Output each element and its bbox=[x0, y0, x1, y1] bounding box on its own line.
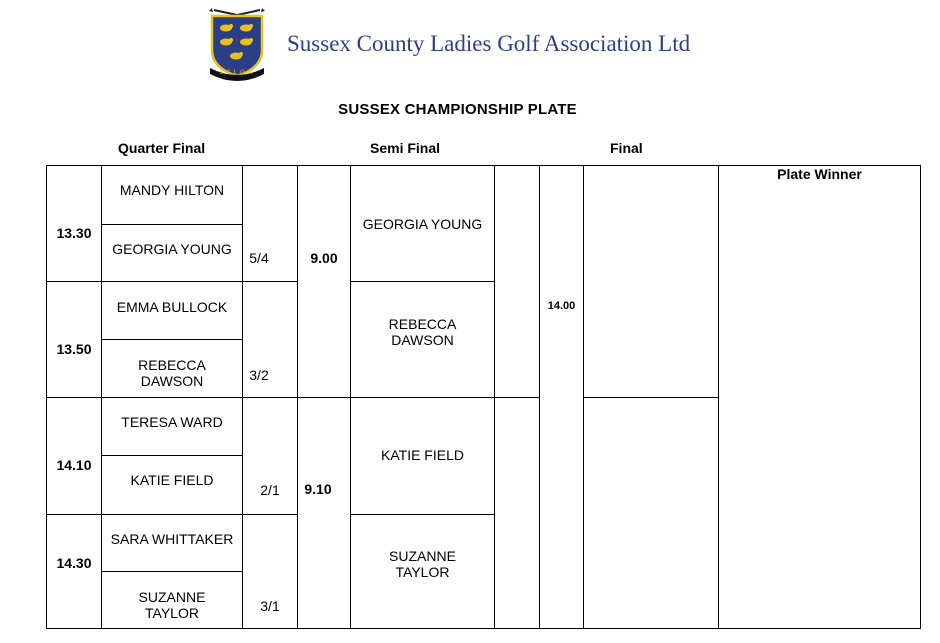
qf-player-name: MANDY HILTON bbox=[119, 182, 225, 198]
qf-player-name: SARA WHITTAKER bbox=[110, 531, 234, 547]
crest-banner-text: SCLGA bbox=[219, 70, 255, 76]
qf-score: 3/1 bbox=[260, 598, 280, 614]
qf-score: 5/4 bbox=[249, 250, 269, 266]
final-heading: Final bbox=[610, 140, 643, 156]
sf-time: 9.00 bbox=[310, 250, 338, 266]
sf-time-cell bbox=[297, 165, 351, 398]
qf-time: 14.30 bbox=[56, 555, 92, 571]
sf-player-name: REBECCA DAWSON bbox=[388, 316, 457, 348]
sf-player-name: GEORGIA YOUNG bbox=[362, 216, 483, 232]
qf-player-name: GEORGIA YOUNG bbox=[112, 241, 232, 257]
qf-time: 14.10 bbox=[56, 456, 92, 473]
quarter-final-heading: Quarter Final bbox=[118, 140, 206, 156]
final-time-cell bbox=[539, 165, 584, 629]
qf-player-name: REBECCA DAWSON bbox=[138, 357, 206, 389]
plate-winner-heading: Plate Winner bbox=[777, 166, 862, 182]
semi-final-heading: Semi Final bbox=[370, 140, 441, 156]
qf-player-name: SUZANNE TAYLOR bbox=[138, 589, 206, 621]
qf-score: 2/1 bbox=[260, 482, 280, 498]
sf-score-cell bbox=[494, 165, 540, 398]
qf-player-name: TERESA WARD bbox=[121, 414, 223, 430]
qf-player-name: EMMA BULLOCK bbox=[116, 299, 228, 315]
sf-player-name: KATIE FIELD bbox=[381, 447, 464, 463]
sclga-crest-logo bbox=[206, 6, 268, 82]
final-player-cell bbox=[583, 397, 719, 629]
qf-score: 3/2 bbox=[249, 367, 269, 383]
qf-player-name: KATIE FIELD bbox=[130, 472, 214, 488]
qf-time: 13.30 bbox=[56, 224, 92, 241]
qf-time: 13.50 bbox=[56, 340, 92, 357]
document-title: SUSSEX CHAMPIONSHIP PLATE bbox=[338, 101, 577, 118]
sf-score-cell bbox=[494, 397, 540, 629]
sf-time: 9.10 bbox=[304, 481, 332, 497]
organisation-name: Sussex County Ladies Golf Association Ltd bbox=[287, 31, 691, 56]
final-player-cell bbox=[583, 165, 719, 398]
plate-winner-cell bbox=[718, 165, 921, 629]
sf-player-name: SUZANNE TAYLOR bbox=[389, 548, 456, 580]
final-time: 14.00 bbox=[547, 300, 576, 312]
sf-time-cell bbox=[297, 397, 351, 629]
